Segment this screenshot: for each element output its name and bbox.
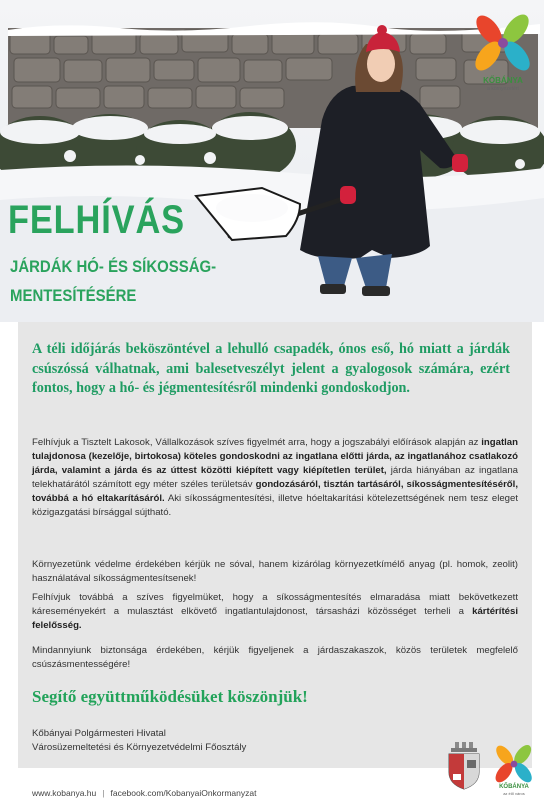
p1-text-1: Felhívjuk a Tisztelt Lakosok, Vállalkozások szíves figyelmét arra, hogy a jogszabályi előírások alapján az [32,437,482,448]
page-subtitle [10,252,239,310]
kobanya-logo-bottom [490,742,538,804]
p3-text-1: Felhívjuk továbbá a szíves figyelmüket, hogy a síkosságmentesítés elmaradása miatt bekövetkezett káreseményekért a mulasztást elkövető ingatlantulajdonost, társasházi közösséget terheli a [32,592,518,617]
kobanya-logo [470,10,536,106]
logo-wordmark: KŐBÁNYA [483,76,523,85]
leaf-logo-bottom-icon [490,742,538,786]
liability-paragraph [32,591,518,633]
obligation-paragraph [32,436,518,520]
safety-paragraph: Mindannyiunk biztonsága érdekében, kérjük figyeljenek a járdaszakaszok, közös területek megfelelő csúszásmentességére! [32,645,518,670]
footer [32,788,256,798]
p3-bold-1: kártérítési felelősség. [32,606,518,631]
leaf-logo-icon [470,10,536,76]
subtitle-line-1: JÁRDÁK HÓ- ÉS SÍKOSSÁG- [10,257,217,276]
facebook-link[interactable]: facebook.com/KobanyaiOnkormanyzat [110,788,257,798]
p1-bold-1: ingatlan tulajdonosa (kezelője, birtokosa) köteles gondoskodni az ingatlana előtti járda, az ingatlanához csatlakozó járda, valamint a járda és az úttest közötti kiépített vagy kiépítetlen terület, [32,437,518,476]
subtitle-line-2: MENTESÍTÉSÉRE [10,286,137,305]
footer-separator: | [102,788,105,798]
signature-line-1: Kőbányai Polgármesteri Hivatal [32,728,166,739]
p1-bold-2: gondozásáról, tisztán tartásáról, síkosságmentesítéséről, továbbá a hó eltakarításáról. [32,479,518,504]
website-link[interactable]: www.kobanya.hu [32,788,97,798]
thanks-heading: Segítő együttműködésüket köszönjük! [32,687,308,706]
p1-text-2: járda hiányában az ingatlana telekhatárától számított egy méter széles területsáv [32,465,518,490]
environment-paragraph: Környezetünk védelme érdekében kérjük ne sóval, hanem kizárólag környezetkímélő anyag (pl. homok, zeolit) használatával síkosságmentesítsenek! [32,559,518,584]
logo-bottom-wordmark: KŐBÁNYA [499,784,529,790]
intro-paragraph: A téli időjárás beköszöntével a lehulló csapadék, ónos eső, hó miatt a járdák csúszóssá válhatnak, ami balesetveszélyt jelent a gyalogosok számára, ezért fontos, hogy a hó- és jégmentesítésről mindenki gondoskodjon. [32,341,510,396]
p1-text-3: Aki síkosságmentesítési, illetve hóeltakarítási kötelezettségének nem tesz eleget közigazgatási bírsággal sújtható. [32,493,519,518]
signature-block [32,727,246,755]
signature-line-2: Városüzemeltetési és Környezetvédelmi Főosztály [32,742,247,753]
logo-tagline: a környezetért [487,86,519,92]
page-title: FELHÍVÁS [8,198,185,242]
coat-of-arms-icon [445,742,483,790]
logo-bottom-tagline: az élő város [503,791,525,796]
